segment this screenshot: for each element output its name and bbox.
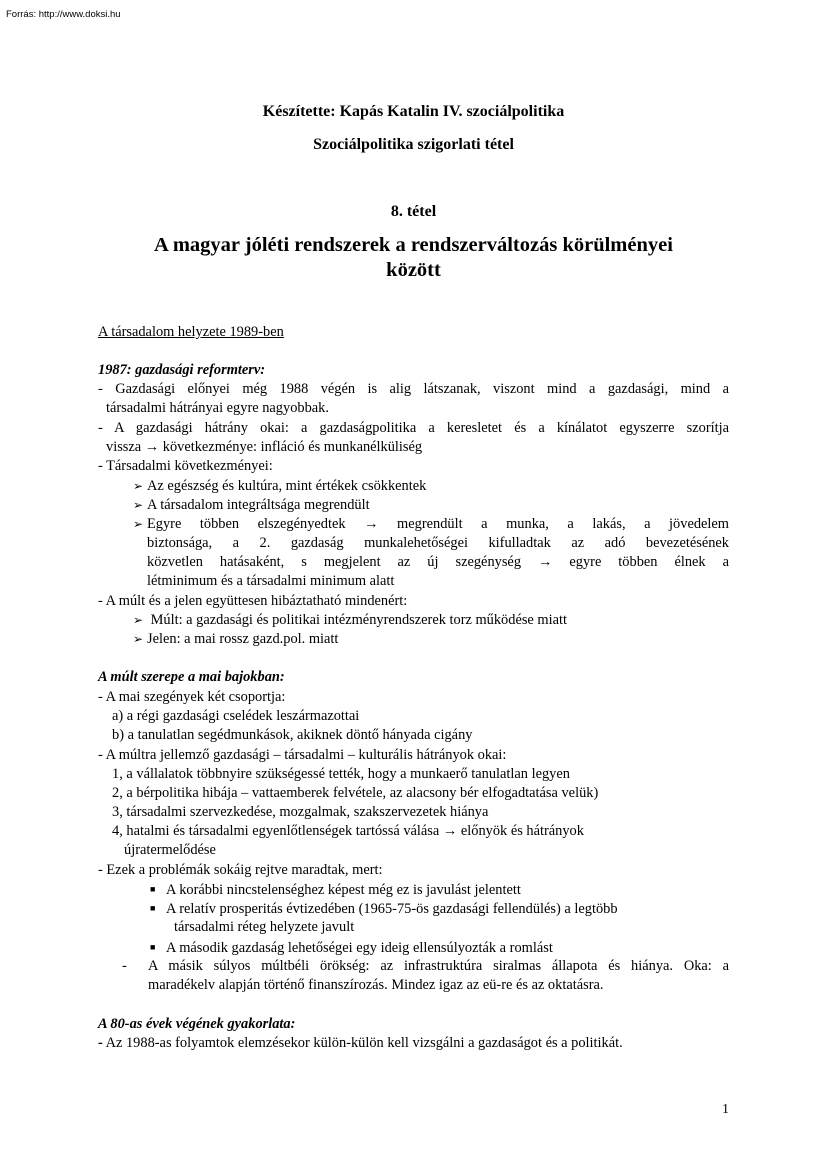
dash-bullet: - bbox=[122, 958, 127, 974]
source-label: Forrás: http://www.doksi.hu bbox=[6, 9, 121, 20]
square-bullet-icon: ■ bbox=[150, 903, 156, 913]
text-line: 2, a bérpolitika hibája – vattaemberek felvétele, az alacsony bér elfogadtatása velük) bbox=[112, 785, 599, 801]
text-line: - A múltra jellemző gazdasági – társadalmi – kulturális hátrányok okai: bbox=[98, 747, 507, 763]
list-item: ➢ A társadalom integráltsága megrendült bbox=[133, 497, 370, 513]
arrow-bullet-icon: ➢ bbox=[133, 613, 144, 627]
text-line: biztonsága, a 2. gazdaság munkalehetőségei kifulladtak az adó bevezetésének bbox=[147, 535, 729, 551]
arrow-bullet-icon: ➢ bbox=[133, 517, 144, 531]
author-line: Készítette: Kapás Katalin IV. szociálpolitika bbox=[262, 103, 565, 120]
text-line: a) a régi gazdasági cselédek leszármazottai bbox=[112, 708, 360, 724]
text-line: - A múlt és a jelen együttesen hibáztatható mindenért: bbox=[98, 593, 408, 609]
arrow-bullet-icon: ➢ bbox=[133, 479, 144, 493]
text-line: b) a tanulatlan segédmunkások, akiknek döntő hányada cigány bbox=[112, 727, 473, 743]
text-line: társadalmi réteg helyzete javult bbox=[174, 919, 355, 935]
text-line: közvetlen hatásaként, s megjelent az új szegénység → egyre többen élnek a bbox=[147, 554, 729, 570]
text-line: A másik súlyos múltbéli örökség: az infrastruktúra siralmas állapota és hiánya. Oka: a bbox=[148, 958, 729, 974]
text-line: létminimum és a társadalmi minimum alatt bbox=[147, 573, 395, 589]
list-item: ■ A korábbi nincstelenséghez képest még ez is javulást jelentett bbox=[150, 882, 521, 898]
text-line: - A gazdasági hátrány okai: a gazdaságpolitika a keresletet és a kínálatot egyszerre szorítja bbox=[98, 420, 729, 436]
text-line: maradékelv alapján történő finanszírozás. Mindez igaz az eü-re és az oktatásra. bbox=[148, 977, 604, 993]
text-line: társadalmi hátrányai egyre nagyobbak. bbox=[106, 400, 329, 416]
list-item: ➢ Jelen: a mai rossz gazd.pol. miatt bbox=[133, 631, 339, 647]
page-title bbox=[0, 233, 827, 283]
topic-number: 8. tétel bbox=[390, 203, 437, 220]
square-bullet-icon: ■ bbox=[150, 942, 156, 952]
text-line: 1, a vállalatok többnyire szükségessé tették, hogy a munkaerő tanulatlan legyen bbox=[112, 766, 570, 782]
dash-bullet: - bbox=[98, 1035, 103, 1051]
text-line: 3, társadalmi szervezkedése, mozgalmak, szakszervezetek hiánya bbox=[112, 804, 489, 820]
text-line: vissza → következménye: infláció és munkanélküliség bbox=[106, 439, 423, 455]
title-line-2: között bbox=[386, 259, 441, 281]
text-line: újratermelődése bbox=[124, 842, 216, 858]
page-number: 1 bbox=[722, 1102, 729, 1117]
text-line: - Társadalmi következményei: bbox=[98, 458, 273, 474]
arrow-bullet-icon: ➢ bbox=[133, 498, 144, 512]
section-heading-1989: A társadalom helyzete 1989-ben bbox=[98, 324, 284, 340]
list-item: ➢ Az egészség és kultúra, mint értékek csökkentek bbox=[133, 478, 427, 494]
text-line: 4, hatalmi és társadalmi egyenlőtlenségek tartóssá válása → előnyök és hátrányok bbox=[112, 823, 584, 839]
text-line: - A mai szegények két csoportja: bbox=[98, 689, 286, 705]
list-item: ■ A második gazdaság lehetőségei egy ideig ellensúlyozták a romlást bbox=[150, 940, 553, 956]
square-bullet-icon: ■ bbox=[150, 884, 156, 894]
list-item: ➢ Egyre többen elszegényedtek → megrendült a munka, a lakás, a jövedelem bbox=[133, 516, 729, 532]
list-item: ➢ Múlt: a gazdasági és politikai intézményrendszerek torz működése miatt bbox=[133, 612, 567, 628]
list-item: ■ A relatív prosperitás évtizedében (1965-75-ös gazdasági fellendülés) a legtöbb bbox=[150, 901, 618, 917]
text-line: - Az 1988-as folyamtok elemzésekor külön-külön kell vizsgálni a gazdaságot és a politikát. bbox=[98, 1035, 623, 1051]
text-line: - Ezek a problémák sokáig rejtve maradtak, mert: bbox=[98, 862, 383, 878]
subject-line: Szociálpolitika szigorlati tétel bbox=[313, 136, 514, 153]
section-heading-80s: A 80-as évek végének gyakorlata: bbox=[98, 1016, 296, 1032]
title-line-1: A magyar jóléti rendszerek a rendszerváltozás körülményei bbox=[154, 234, 673, 256]
section-heading-mult: A múlt szerepe a mai bajokban: bbox=[98, 669, 285, 685]
arrow-bullet-icon: ➢ bbox=[133, 632, 144, 646]
section-heading-reformterv: 1987: gazdasági reformterv: bbox=[98, 362, 266, 378]
text-line: - Gazdasági előnyei még 1988 végén is alig látszanak, viszont mind a gazdasági, mind a bbox=[98, 381, 729, 397]
